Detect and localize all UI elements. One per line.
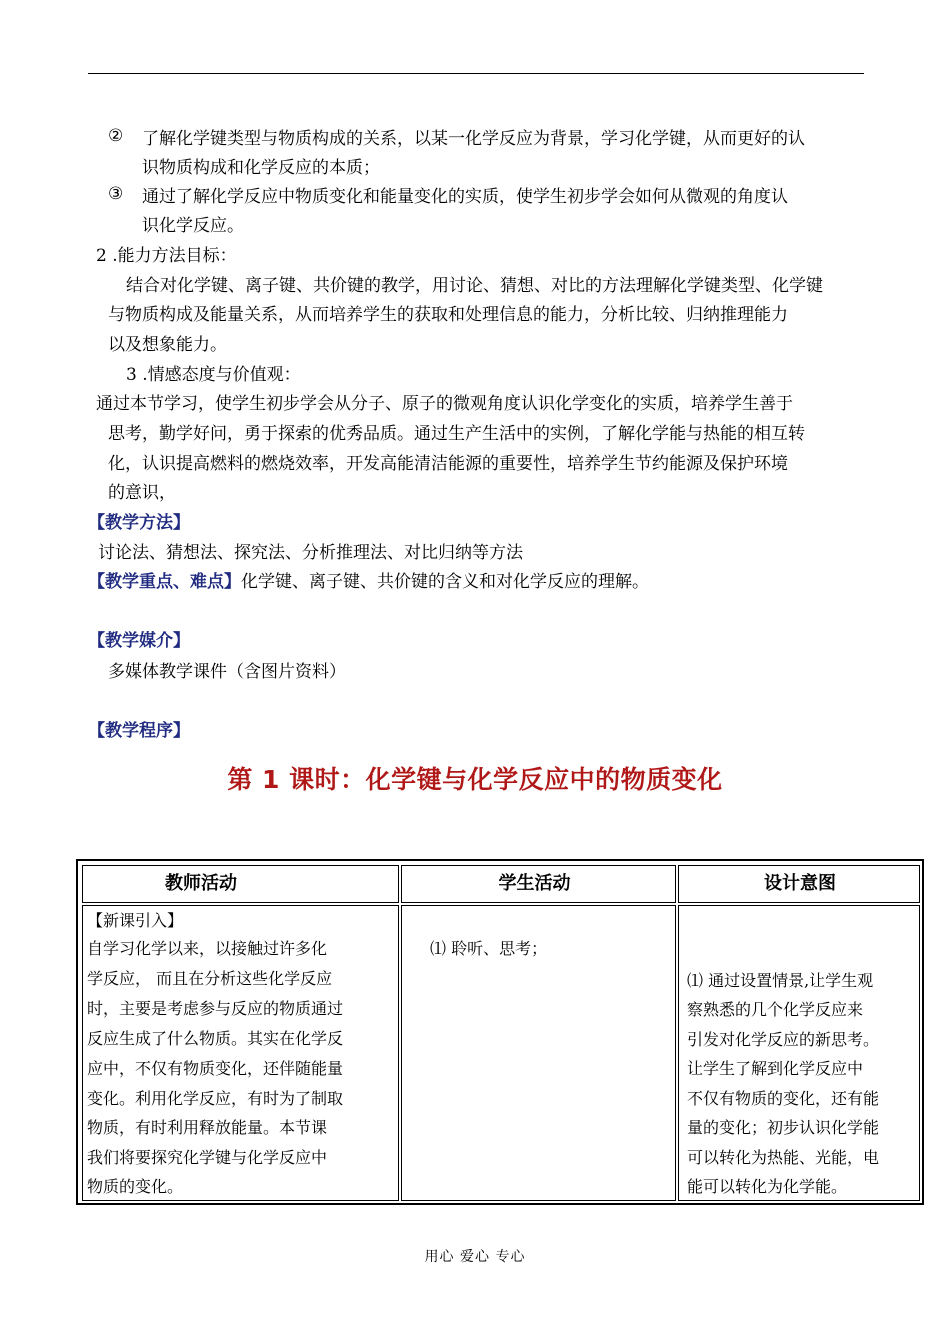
method-heading: 【教学方法】 <box>88 513 190 533</box>
teacher-line: 我们将要探究化学键与化学反应中 <box>87 1148 328 1167</box>
header-design: 设计意图 <box>764 873 836 894</box>
header-student: 学生活动 <box>498 873 571 894</box>
header-cell-teacher <box>82 865 399 903</box>
ability-line-2: 与物质构成及能量关系，从而培养学生的获取和处理信息的能力，分析比较、归纳推理能力 <box>108 305 788 325</box>
emotion-line-2: 思考，勤学好问，勇于探索的优秀品质。通过生产生活中的实例，了解化学能与热能的相互转 <box>108 424 805 444</box>
design-line: ⑴ 通过设置情景,让学生观 <box>687 971 874 990</box>
student-text: ⑴ 聆听、思考； <box>430 939 548 958</box>
item-marker-2: ② <box>108 126 124 146</box>
emotion-line-3: 化，认识提高燃料的燃烧效率，开发高能清洁能源的重要性，培养学生节约能源及保护环境 <box>108 454 788 474</box>
header-cell-student <box>401 865 676 903</box>
header-teacher: 教师活动 <box>165 873 237 894</box>
emotion-line-4: 的意识， <box>108 483 176 503</box>
teacher-line: 反应生成了什么物质。其实在化学反 <box>87 1029 344 1048</box>
teacher-line: 【新课引入】 <box>87 911 184 930</box>
objective-2-line-1: 了解化学键类型与物质构成的关系，以某一化学反应为背景，学习化学键，从而更好的认 <box>142 129 805 149</box>
header-cell-design <box>678 865 920 903</box>
method-text: 讨论法、猜想法、探究法、分析推理法、对比归纳等方法 <box>98 543 523 563</box>
teacher-line: 物质的变化。 <box>87 1177 184 1196</box>
keypoints-paragraph <box>88 569 649 595</box>
design-line: 不仅有物质的变化，还有能 <box>687 1089 880 1108</box>
design-line: 可以转化为热能、光能，电 <box>687 1148 880 1167</box>
ability-line-3: 以及想象能力。 <box>108 335 227 355</box>
header-rule <box>88 73 864 74</box>
media-text: 多媒体教学课件（含图片资料） <box>108 662 346 682</box>
design-line: 量的变化；初步认识化学能 <box>687 1118 880 1137</box>
design-line: 引发对化学反应的新思考。 <box>687 1030 880 1049</box>
design-intent-cell <box>678 905 920 1201</box>
teacher-line: 自学习化学以来，以接触过许多化 <box>87 939 328 958</box>
activity-table <box>76 859 924 1205</box>
ability-heading: 2 .能力方法目标： <box>96 246 237 266</box>
design-line: 察熟悉的几个化学反应来 <box>687 1000 864 1019</box>
design-line: 能可以转化为化学能。 <box>687 1177 848 1196</box>
teacher-activity-cell <box>82 905 399 1201</box>
objective-3-line-2: 识化学反应。 <box>142 216 244 236</box>
emotion-heading: 3 .情感态度与价值观： <box>126 365 301 385</box>
keypoints-heading: 【教学重点、难点】 <box>88 572 241 592</box>
teacher-line: 学反应， 而且在分析这些化学反应 <box>87 969 333 988</box>
page-footer: 用心 爱心 专心 <box>424 1249 526 1265</box>
emotion-line-1: 通过本节学习，使学生初步学会从分子、原子的微观角度认识化学变化的实质，培养学生善于 <box>96 394 793 414</box>
teacher-line: 变化。利用化学反应，有时为了制取 <box>87 1089 344 1108</box>
teacher-line: 时，主要是考虑参与反应的物质通过 <box>87 999 344 1018</box>
procedure-heading: 【教学程序】 <box>88 721 190 741</box>
item-marker-3: ③ <box>108 184 124 204</box>
objective-2-line-2: 识物质构成和化学反应的本质； <box>142 158 380 178</box>
media-heading: 【教学媒介】 <box>88 631 190 651</box>
teacher-line: 物质，有时利用释放能量。本节课 <box>87 1118 328 1137</box>
design-line: 让学生了解到化学反应中 <box>687 1059 864 1078</box>
keypoints-text: 化学键、离子键、共价键的含义和对化学反应的理解。 <box>241 572 649 592</box>
objective-3-line-1: 通过了解化学反应中物质变化和能量变化的实质，使学生初步学会如何从微观的角度认 <box>142 187 788 207</box>
student-activity-cell <box>401 905 676 1201</box>
ability-line-1: 结合对化学键、离子键、共价键的教学，用讨论、猜想、对比的方法理解化学键类型、化学键 <box>126 276 823 296</box>
lesson-title: 第 1 课时：化学键与化学反应中的物质变化 <box>227 765 723 794</box>
teacher-line: 应中，不仅有物质变化，还伴随能量 <box>87 1059 344 1078</box>
